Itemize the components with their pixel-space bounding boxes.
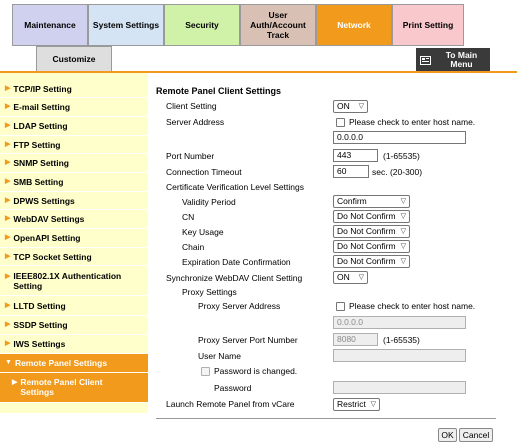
chevron-down-icon: ▽ xyxy=(400,228,406,235)
server-address-input[interactable]: 0.0.0.0 xyxy=(333,131,466,144)
chevron-down-icon: ▽ xyxy=(358,103,364,110)
tab-print-setting[interactable]: Print Setting xyxy=(392,4,464,46)
sidebar-item-email[interactable]: ▶ E-mail Setting xyxy=(0,98,148,117)
proxy-host-checkbox[interactable] xyxy=(336,302,345,311)
launch-vcare-label: Launch Remote Panel from vCare xyxy=(166,399,295,409)
arrow-right-icon: ▶ xyxy=(5,159,11,166)
cn-select[interactable]: Do Not Confirm ▽ xyxy=(333,210,410,223)
proxy-settings-label: Proxy Settings xyxy=(182,287,237,297)
arrow-right-icon: ▶ xyxy=(5,234,11,241)
proxy-address-input[interactable]: 0.0.0.0 xyxy=(333,316,466,329)
validity-period-select[interactable]: Confirm ▽ xyxy=(333,195,410,208)
chevron-down-icon: ▽ xyxy=(358,274,364,281)
chevron-down-icon: ▽ xyxy=(370,401,376,408)
port-number-label: Port Number xyxy=(166,151,215,161)
sidebar-item-lltd[interactable]: ▶ LLTD Setting xyxy=(0,296,148,316)
arrow-right-icon: ▶ xyxy=(5,103,11,110)
arrow-right-icon: ▶ xyxy=(5,84,11,92)
arrow-right-icon: ▶ xyxy=(5,252,11,260)
sidebar-subitem-remote-panel-client[interactable]: ▶ Remote Panel Client Settings xyxy=(0,373,148,403)
sync-webdav-label: Synchronize WebDAV Client Setting xyxy=(166,273,303,283)
sidebar-item-snmp[interactable]: ▶ SNMP Setting xyxy=(0,154,148,173)
password-label: Password xyxy=(214,383,252,393)
key-usage-select[interactable]: Do Not Confirm ▽ xyxy=(333,225,410,238)
cancel-button[interactable]: Cancel xyxy=(459,428,493,442)
expiration-date-label: Expiration Date Confirmation xyxy=(182,257,291,267)
arrow-right-icon: ▶ xyxy=(12,379,18,386)
ok-button[interactable]: OK xyxy=(438,428,457,442)
key-usage-label: Key Usage xyxy=(182,227,224,237)
password-changed-label: Password is changed. xyxy=(214,366,298,376)
validity-period-label: Validity Period xyxy=(182,197,236,207)
tab-security[interactable]: Security xyxy=(164,4,240,46)
server-host-checkbox-label: Please check to enter host name. xyxy=(349,117,476,127)
sidebar-item-tcp-socket[interactable]: ▶ TCP Socket Setting xyxy=(0,248,148,266)
port-number-input[interactable]: 443 xyxy=(333,149,378,162)
chevron-down-icon: ▽ xyxy=(400,213,406,220)
sidebar-item-dpws[interactable]: ▶ DPWS Settings xyxy=(0,192,148,210)
main-menu-icon xyxy=(420,56,431,65)
server-host-checkbox[interactable] xyxy=(336,118,345,127)
chevron-down-icon: ▽ xyxy=(400,258,406,265)
arrow-right-icon: ▶ xyxy=(5,340,11,347)
cert-level-label: Certificate Verification Level Settings xyxy=(166,182,304,192)
password-input[interactable] xyxy=(333,381,466,394)
sidebar-item-iws[interactable]: ▶ IWS Settings xyxy=(0,335,148,354)
tab-system-settings[interactable]: System Settings xyxy=(88,4,164,46)
page-title: Remote Panel Client Settings xyxy=(156,86,282,96)
user-name-label: User Name xyxy=(198,351,241,361)
port-range-text: (1-65535) xyxy=(383,151,420,161)
arrow-right-icon: ▶ xyxy=(5,178,11,185)
proxy-port-range-text: (1-65535) xyxy=(383,335,420,345)
timeout-range-text: sec. (20-300) xyxy=(372,167,423,177)
user-name-input[interactable] xyxy=(333,349,466,362)
cn-label: CN xyxy=(182,212,195,222)
chevron-down-icon: ▽ xyxy=(400,198,406,205)
arrow-right-icon: ▶ xyxy=(5,196,11,204)
sidebar-item-ieee8021x[interactable]: ▶ IEEE802.1X Authentication Setting xyxy=(0,266,148,296)
proxy-host-checkbox-label: Please check to enter host name. xyxy=(349,301,476,311)
sidebar-item-remote-panel[interactable]: ▼ Remote Panel Settings xyxy=(0,354,148,373)
sidebar-item-ftp[interactable]: ▶ FTP Setting xyxy=(0,136,148,154)
tab-maintenance[interactable]: Maintenance xyxy=(12,4,88,46)
sidebar-item-openapi[interactable]: ▶ OpenAPI Setting xyxy=(0,229,148,248)
arrow-right-icon: ▶ xyxy=(5,215,11,222)
expiration-date-select[interactable]: Do Not Confirm ▽ xyxy=(333,255,410,268)
to-main-menu-label: To Main Menu xyxy=(445,50,478,69)
chevron-down-icon: ▽ xyxy=(400,243,406,250)
proxy-port-label: Proxy Server Port Number xyxy=(198,335,298,345)
arrow-right-icon: ▶ xyxy=(5,140,11,148)
arrow-right-icon: ▶ xyxy=(5,301,11,309)
tab-customize[interactable]: Customize xyxy=(36,46,112,72)
client-setting-label: Client Setting xyxy=(166,101,217,111)
sync-webdav-select[interactable]: ON ▽ xyxy=(333,271,368,284)
to-main-menu-button[interactable] xyxy=(416,48,490,72)
arrow-right-icon: ▶ xyxy=(5,122,11,129)
client-setting-select[interactable]: ON ▽ xyxy=(333,100,368,113)
password-changed-checkbox[interactable] xyxy=(201,367,210,376)
sidebar-item-smb[interactable]: ▶ SMB Setting xyxy=(0,173,148,192)
arrow-right-icon: ▶ xyxy=(5,273,11,280)
sidebar-item-tcpip[interactable]: ▶ TCP/IP Setting xyxy=(0,80,148,98)
chain-label: Chain xyxy=(182,242,205,252)
launch-vcare-select[interactable]: Restrict ▽ xyxy=(333,398,380,411)
arrow-down-icon: ▼ xyxy=(5,359,12,366)
tab-network[interactable]: Network xyxy=(316,4,392,46)
proxy-port-input[interactable]: 8080 xyxy=(333,333,378,346)
sidebar-item-webdav[interactable]: ▶ WebDAV Settings xyxy=(0,210,148,229)
server-address-label: Server Address xyxy=(166,117,225,127)
arrow-right-icon: ▶ xyxy=(5,321,11,328)
proxy-address-label: Proxy Server Address xyxy=(198,301,281,311)
chain-select[interactable]: Do Not Confirm ▽ xyxy=(333,240,410,253)
tab-user-auth[interactable]: User Auth/Account Track xyxy=(240,4,316,46)
sidebar-item-ldap[interactable]: ▶ LDAP Setting xyxy=(0,117,148,136)
connection-timeout-label: Connection Timeout xyxy=(166,167,242,177)
connection-timeout-input[interactable]: 60 xyxy=(333,165,369,178)
form-divider xyxy=(156,418,496,419)
sidebar-item-ssdp[interactable]: ▶ SSDP Setting xyxy=(0,316,148,335)
